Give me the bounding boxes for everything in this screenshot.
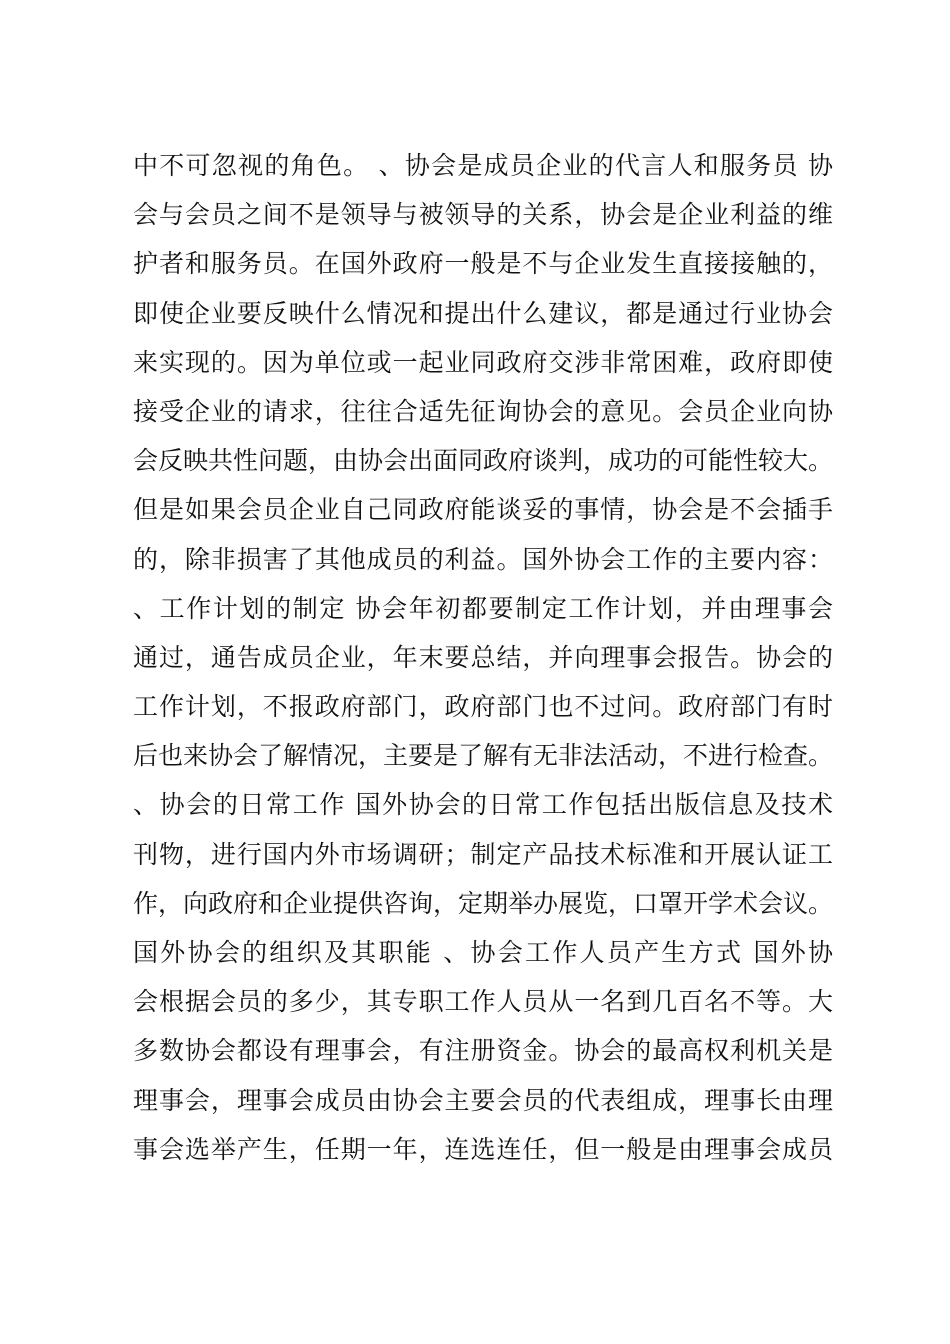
text-line: 会与会员之间不是领导与被领导的关系，协会是企业利益的维 bbox=[133, 200, 833, 230]
text-line: 、工作计划的制定 协会年初都要制定工作计划，并由理事会 bbox=[133, 593, 833, 623]
text-line: 、协会的日常工作 国外协会的日常工作包括出版信息及技术 bbox=[133, 790, 833, 820]
text-line: 工作计划，不报政府部门，政府部门也不过问。政府部门有时 bbox=[133, 692, 833, 722]
text-line: 护者和服务员。在国外政府一般是不与企业发生直接接触的， bbox=[133, 249, 833, 279]
text-line: 事会选举产生，任期一年，连选连任，但一般是由理事会成员 bbox=[133, 1134, 833, 1164]
text-line: 多数协会都设有理事会，有注册资金。协会的最高权利机关是 bbox=[133, 1036, 833, 1066]
text-line: 通过，通告成员企业，年末要总结，并向理事会报告。协会的 bbox=[133, 642, 833, 672]
text-line: 会反映共性问题，由协会出面同政府谈判，成功的可能性较大。 bbox=[133, 446, 833, 476]
text-line: 即使企业要反映什么情况和提出什么建议，都是通过行业协会 bbox=[133, 298, 833, 328]
text-line: 后也来协会了解情况，主要是了解有无非法活动，不进行检查。 bbox=[133, 741, 833, 771]
text-line: 的，除非损害了其他成员的利益。国外协会工作的主要内容： bbox=[133, 544, 833, 574]
text-line: 作，向政府和企业提供咨询，定期举办展览，口罩开学术会议。 bbox=[133, 888, 833, 918]
text-line: 国外协会的组织及其职能 、协会工作人员产生方式 国外协 bbox=[133, 938, 833, 967]
text-line: 中不可忽视的角色。 、协会是成员企业的代言人和服务员 协 bbox=[133, 151, 833, 180]
text-line: 理事会，理事会成员由协会主要会员的代表组成，理事长由理 bbox=[133, 1085, 833, 1115]
text-line: 会根据会员的多少，其专职工作人员从一名到几百名不等。大 bbox=[133, 987, 833, 1017]
text-line: 接受企业的请求，往往合适先征询协会的意见。会员企业向协 bbox=[133, 396, 833, 426]
text-line: 来实现的。因为单位或一起业同政府交涉非常困难，政府即使 bbox=[133, 347, 833, 377]
text-line: 但是如果会员企业自己同政府能谈妥的事情，协会是不会插手 bbox=[133, 495, 833, 525]
body-text bbox=[133, 141, 833, 1174]
text-line: 刊物，进行国内外市场调研；制定产品技术标准和开展认证工 bbox=[133, 839, 833, 869]
